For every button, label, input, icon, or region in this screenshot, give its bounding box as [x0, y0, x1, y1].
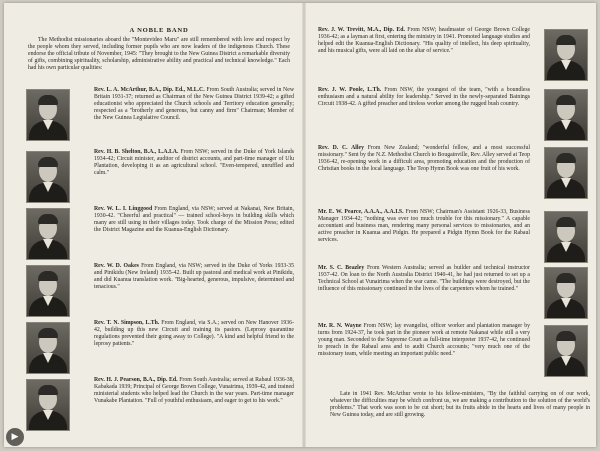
intro-text: The Methodist missionaries aboard the "Montevideo Maru" are still remembered with love and respect by the people whom they served, including former pupils who are now leaders of the indigenous Church. These endorse the official tribute of November, 1945: "They brought to the New Guinea District a remarkable diversity of gifts, combining spirituality, scholarship, administrative ability and practical and technical knowledge." Each had his own particular qualities:	[28, 37, 290, 71]
missionary-entry	[22, 377, 296, 431]
missionary-name: Rev. H. J. Pearson, B.A., Dip. Ed.	[94, 377, 178, 383]
missionary-entry	[22, 263, 296, 317]
missionary-entry	[318, 27, 588, 81]
missionary-bio: From NSW; served in the Duke of York Islands 1934-42; Circuit minister, auditor of district accounts, and part-time manager of Ulu Plantation, developing it as an agricultural school. "Even-tempered, unruffled and calm."	[94, 149, 295, 176]
intro-paragraph	[28, 37, 290, 72]
missionary-bio: From NSW, the youngest of the team, "with a boundless enthusiasm and a natural ability for leadership." Served in the newly-separated Bainings Circuit 1938-42. A gifted preacher and tireless worker among the rugged bush country.	[318, 87, 530, 107]
missionary-name: Rev. J. W. Trevitt, M.A., Dip. Ed.	[318, 27, 405, 33]
missionary-name: Mr. R. N. Wayne	[318, 323, 362, 329]
portrait-photo	[26, 151, 70, 203]
portrait-photo	[544, 29, 588, 81]
missionary-bio: From NSW; lay evangelist, officer worker and plantation manager by turns from 1924-37, he took part in the pioneer work at remote Nakanai while still a very young man. Seconded to the Supreme Court as full-time interpreter 1937-42, he continued to preach in the Rabaul area and to audit Church accounts; "very much one of the missionary team, while meeting an important public need."	[318, 323, 531, 357]
missionary-name: Rev. D. C. Alley	[318, 145, 364, 151]
missionary-bio: From England, via NSW; served in the Duke of Yorks 1933-35 and Pinikidu (New Ireland) 1935-42. Built up pastoral and medical work at Pinikidu, and did Kuanua translation work. "Big-hearted, generous, impulsive, determined and tenacious."	[94, 263, 295, 290]
missionary-bio: From England, via NSW; served at Nakanai, New Britain, 1930-42. "Cheerful and practical" — trained school-boys in building skills which many are still using in their villages today. Took charge of the Mission Press; edited the District Magazine and the Kuanua-English Dictionary.	[94, 206, 294, 233]
missionary-name: Rev. W. D. Oakes	[94, 263, 139, 269]
booklet-spread	[4, 3, 596, 447]
portrait-photo	[26, 265, 70, 317]
missionary-bio: From Western Australia; served as builder and technical instructor 1937-42. On loan to the North Australia District 1940-41, he had just returned to set up a Technical School at Vunairima when the war came. "The buildings were destroyed, but the influence of this missionary continued in the lives of the carpenters whom he trained."	[318, 265, 530, 292]
closing-paragraph	[330, 391, 590, 419]
portrait-photo	[26, 379, 70, 431]
missionary-bio: From England, via S.A.; served on New Hanover 1936-42, building up this new Circuit and training its pastors. (Leprosy quarantine regulations prevented their going away to College). "A kind and helpful friend to the leprosy patients."	[94, 320, 294, 347]
missionary-bio: From NSW; headmaster of George Brown College 1936-42; as a layman at first, entering the ministry in 1941. Promoted language studies and helped edit the Kuanua-English Dictionary. "His quality of intellect, his deep spirituality, and his musical gifts, were all laid on the altar of service."	[318, 27, 530, 54]
missionary-name: Rev. L. A. McArthur, B.A., Dip. Ed., M.L.C.	[94, 87, 205, 93]
page-heading: A NOBLE BAND	[129, 27, 189, 34]
missionary-name: Mr. S. C. Beazley	[318, 265, 365, 271]
missionary-entry	[318, 323, 588, 377]
missionary-bio: From South Australia; served at Rabaul 1936-38, Kabakada 1939; Principal of George Brown College, Vunairima, 1939-42, and trained ministerial students who helped lead the Church in the war years. Part-time manager Vunakabe Plantation. "Full of youthful enthusiasm, and eager to get to his work."	[94, 377, 294, 404]
missionary-name: Mr. E. W. Pearce, A.A.A., A.A.I.S.	[318, 209, 404, 215]
missionary-name: Rev. H. B. Shelton, B.A., L.A.I.A.	[94, 149, 179, 155]
right-page	[306, 3, 596, 447]
portrait-photo	[544, 325, 588, 377]
portrait-photo	[544, 267, 588, 319]
missionary-entry	[318, 87, 588, 141]
left-page	[4, 3, 302, 447]
missionary-entry	[22, 149, 296, 203]
portrait-photo	[26, 89, 70, 141]
missionary-entry	[22, 320, 296, 374]
missionary-entry	[318, 265, 588, 319]
closing-text: Late in 1941 Rev. McArthur wrote to his fellow-ministers, "By the faithful carrying on of our work, whatever the difficulties may be which confront us, we are making a contribution to the solution of the world's problems." That work was soon to be cut short; but its fruits abide in the hearts and lives of many people in New Guinea today, and are still growing.	[330, 391, 590, 418]
missionary-entry	[22, 206, 296, 260]
missionary-bio: From New Zealand; "wonderful fellow, and a most successful missionary." Sent by the N.Z. Methodist Church to Bougainville, Rev. Alley served at Teop 1936-42, re-opening work in a difficult area, promoting education and the production of Christian books in the local language. The Teop Hymn Book was one fruit of his work.	[318, 145, 530, 172]
missionary-name: Rev. W. L. I. Linggood	[94, 206, 153, 212]
portrait-photo	[26, 208, 70, 260]
portrait-photo	[544, 89, 588, 141]
play-icon[interactable]: ▶	[6, 428, 24, 446]
missionary-name: Rev. T. N. Simpson, L.Th.	[94, 320, 160, 326]
portrait-photo	[544, 147, 588, 199]
portrait-photo	[544, 211, 588, 263]
portrait-photo	[26, 322, 70, 374]
missionary-entry	[22, 87, 296, 141]
missionary-bio: From NSW; Chairman's Assistant 1926-33, Business Manager 1934-42; "nothing was ever too much trouble for this missionary." A capable accountant and business man, rendering many personal services to missionaries, and an active preacher in Kuanua and Pidgin. He prepared a Pidgin Hymn Book for the Rabaul services.	[318, 209, 530, 243]
missionary-bio: From South Australia; served in New Britain 1931-37; returned as Chairman of the New Guinea District 1939-42; a gifted educationist who appreciated the Church schools and Territory education generally; respected as a "brotherly and generous, but canny and firm" Chairman; Member of the New Guinea Legislative Council.	[94, 87, 295, 121]
missionary-entry	[318, 209, 588, 263]
missionary-entry	[318, 145, 588, 199]
missionary-name: Rev. J. W. Poole, L.Th.	[318, 87, 382, 93]
